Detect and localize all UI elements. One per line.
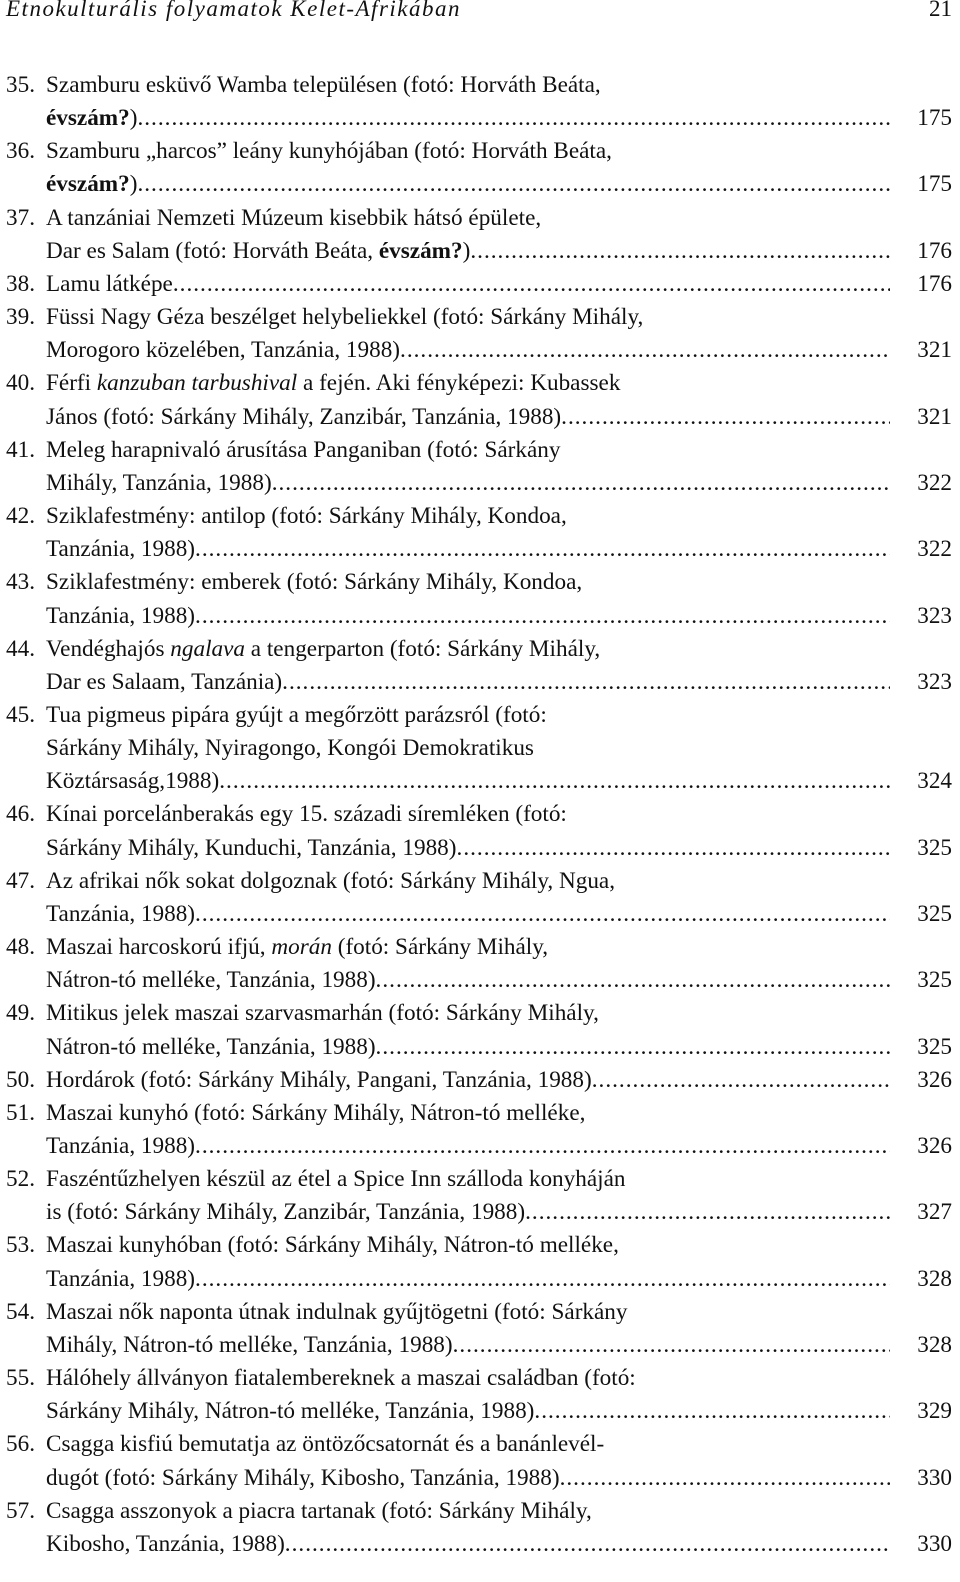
entry-last-text (46, 1395, 534, 1428)
entry-line: Maszai kunyhóban (fotó: Sárkány Mihály, Nátron-tó melléke, (46, 1232, 619, 1259)
entry-last-text (46, 832, 457, 865)
entry-text: Tanzánia, 1988) (46, 1133, 196, 1159)
list-item (6, 1362, 952, 1428)
entry-page-number: 325 (917, 1033, 952, 1060)
entry-last-text (46, 964, 376, 997)
dot-leader (376, 1031, 890, 1064)
entry-last-text (46, 1130, 195, 1163)
entry-page-number: 322 (917, 536, 952, 563)
entry-last-text (46, 1064, 592, 1097)
entry-number: 35. (6, 72, 35, 98)
dot-leader (592, 1064, 890, 1097)
entry-last-line (46, 1031, 890, 1064)
entry-last-text (46, 1196, 525, 1229)
list-item (6, 367, 952, 433)
dot-leader (376, 964, 890, 997)
entry-body (6, 268, 952, 301)
dot-leader (282, 666, 890, 699)
entry-italic-term: ngalava (170, 635, 245, 662)
entry-last-line (46, 1462, 890, 1495)
list-item (6, 566, 952, 632)
entry-last-text (46, 1329, 453, 1362)
entry-text: Mihály, Nátron-tó melléke, Tanzánia, 1988) (46, 1331, 453, 1358)
entry-last-text (46, 1031, 376, 1064)
entry-line: Füssi Nagy Géza beszélget helybeliekkel (fotó: Sárkány Mihály, (46, 304, 644, 331)
dot-leader (560, 1462, 890, 1495)
entry-number: 51. (6, 1099, 35, 1126)
entry-last-line (46, 964, 890, 997)
list-item (6, 69, 952, 135)
entry-line: Szamburu „harcos” leány kunyhójában (fotó: Horváth Beáta, (46, 138, 612, 165)
entry-last-line (46, 235, 890, 268)
list-item (6, 699, 952, 798)
entry-line: Sziklafestmény: antilop (fotó: Sárkány Mihály, Kondoa, (46, 503, 567, 530)
entry-last-line (46, 1329, 890, 1362)
entry-last-text (46, 1462, 560, 1495)
dot-leader (137, 102, 890, 135)
entry-last-text (46, 168, 137, 201)
entry-last-line (46, 1064, 890, 1097)
entry-page-number: 325 (917, 900, 952, 927)
entry-text: Férfi (46, 370, 97, 397)
entry-text: Dar es Salam (fotó: Horváth Beáta, (46, 237, 379, 264)
entry-body (6, 202, 952, 268)
entry-number: 45. (6, 701, 35, 728)
entry-last-line (46, 832, 890, 865)
dot-leader (470, 235, 890, 268)
entry-page-number: 330 (917, 1530, 952, 1557)
entry-number: 55. (6, 1365, 35, 1392)
entry-text: Nátron-tó melléke, Tanzánia, 1988) (46, 967, 376, 994)
entry-number: 52. (6, 1166, 35, 1193)
list-item (6, 135, 952, 201)
running-head (6, 0, 952, 30)
entry-line: Faszéntűzhelyen készül az étel a Spice Inn szálloda konyháján (46, 1166, 626, 1193)
entry-page-number: 326 (917, 1066, 952, 1093)
list-item (6, 1296, 952, 1362)
entry-number: 42. (6, 503, 35, 530)
entry-italic-term: morán (271, 934, 332, 961)
document-page (6, 0, 952, 1582)
entry-line: Maszai kunyhó (fotó: Sárkány Mihály, Nátron-tó melléke, (46, 1099, 586, 1126)
entry-page-number: 175 (917, 171, 952, 198)
dot-leader (400, 334, 890, 367)
entry-line: Csagga kisfiú bemutatja az öntözőcsatornát és a banánlevél- (46, 1431, 605, 1458)
dot-leader (195, 898, 890, 931)
entry-body (6, 1296, 952, 1362)
list-item (6, 301, 952, 367)
entry-body (6, 1229, 952, 1295)
entry-body (6, 367, 952, 433)
entry-italic-term: kanzuban tarbushival (96, 370, 298, 397)
list-item (6, 931, 952, 997)
entry-text: Sárkány Mihály, Nátron-tó melléke, Tanzánia, 1988) (46, 1398, 535, 1425)
entry-line: Kínai porcelánberakás egy 15. századi síremléken (fotó: (46, 801, 567, 828)
entry-body (6, 566, 952, 632)
dot-leader (195, 1263, 890, 1296)
entry-body (6, 798, 952, 864)
entry-last-text (46, 1528, 285, 1561)
entry-last-line (46, 102, 890, 135)
entry-text: Tanzánia, 1988) (46, 602, 196, 629)
entry-last-line (46, 168, 890, 201)
entry-line: Sziklafestmény: emberek (fotó: Sárkány Mihály, Kondoa, (46, 569, 583, 596)
entry-text: Dar es Salaam, Tanzánia) (46, 668, 283, 695)
entry-line: Maszai nők naponta útnak indulnak gyűjtögetni (fotó: Sárkány (46, 1298, 628, 1325)
entry-last-text (46, 467, 272, 500)
entry-line: Mitikus jelek maszai szarvasmarhán (fotó: Sárkány Mihály, (46, 1000, 599, 1027)
entry-body (6, 69, 952, 135)
entry-page-number: 175 (917, 105, 952, 132)
list-item (6, 1163, 952, 1229)
list-item (6, 1229, 952, 1295)
entry-last-text (46, 334, 400, 367)
entry-number: 50. (6, 1066, 35, 1093)
entry-last-line (46, 765, 890, 798)
entry-text: Tanzánia, 1988) (46, 1265, 196, 1292)
entry-body (6, 434, 952, 500)
entry-number: 40. (6, 370, 35, 397)
entry-body (6, 997, 952, 1063)
dot-leader (219, 765, 890, 798)
dot-leader (285, 1528, 890, 1561)
entry-line: Csagga asszonyok a piacra tartanak (fotó: Sárkány Mihály, (46, 1497, 592, 1524)
entry-number: 38. (6, 270, 35, 297)
entry-text: Vendéghajós (46, 635, 171, 662)
list-item (6, 798, 952, 864)
dot-leader (272, 467, 890, 500)
entry-last-text (46, 1263, 195, 1296)
dot-leader (173, 268, 890, 301)
entry-page-number: 176 (917, 270, 952, 297)
entry-last-line (46, 401, 890, 434)
list-item (6, 997, 952, 1063)
entry-page-number: 329 (917, 1398, 952, 1425)
entry-last-line (46, 334, 890, 367)
entry-last-line (46, 268, 890, 301)
entry-body (6, 1097, 952, 1163)
entry-number: 53. (6, 1232, 35, 1259)
entry-line (46, 633, 890, 666)
entry-text: ) (462, 237, 471, 264)
entry-text: Tanzánia, 1988) (46, 900, 196, 927)
dot-leader (137, 168, 890, 201)
figure-list (6, 69, 952, 1561)
list-item (6, 434, 952, 500)
entry-body (6, 1362, 952, 1428)
entry-last-text (46, 666, 282, 699)
entry-last-line (46, 666, 890, 699)
entry-last-text (46, 235, 470, 268)
entry-text: Kibosho, Tanzánia, 1988) (46, 1530, 285, 1557)
entry-last-line (46, 1263, 890, 1296)
entry-body (6, 500, 952, 566)
entry-number: 44. (6, 635, 35, 662)
dot-leader (453, 1329, 890, 1362)
entry-number: 39. (6, 304, 35, 331)
entry-text: Sárkány Mihály, Kunduchi, Tanzánia, 1988) (46, 834, 457, 861)
entry-last-text (46, 102, 137, 135)
entry-page-number: 326 (917, 1133, 952, 1159)
entry-last-text (46, 765, 219, 798)
entry-line (46, 367, 890, 400)
entry-text: Nátron-tó melléke, Tanzánia, 1988) (46, 1033, 376, 1060)
entry-page-number: 324 (917, 768, 952, 795)
entry-last-line (46, 898, 890, 931)
entry-number: 48. (6, 934, 35, 961)
entry-page-number: 328 (917, 1331, 952, 1358)
dot-leader (195, 600, 890, 633)
entry-number: 54. (6, 1298, 35, 1325)
entry-text: a fején. Aki fényképezi: Kubassek (297, 370, 621, 397)
entry-text: Tanzánia, 1988) (46, 536, 196, 563)
entry-text: Hordárok (fotó: Sárkány Mihály, Pangani, Tanzánia, 1988) (46, 1066, 592, 1093)
entry-last-line (46, 600, 890, 633)
entry-text: Köztársaság,1988) (46, 768, 220, 795)
entry-number: 41. (6, 436, 35, 463)
entry-last-line (46, 1130, 890, 1163)
entry-line: Meleg harapnivaló árusítása Panganiban (fotó: Sárkány (46, 436, 561, 463)
entry-number: 47. (6, 867, 35, 894)
entry-text: János (fotó: Sárkány Mihály, Zanzibár, Tanzánia, 1988) (46, 403, 562, 430)
entry-line: Sárkány Mihály, Nyiragongo, Kongói Demokratikus (46, 735, 534, 762)
entry-page-number: 323 (917, 602, 952, 629)
entry-text: (fotó: Sárkány Mihály, (331, 934, 549, 961)
dot-leader (195, 533, 890, 566)
entry-number: 36. (6, 138, 35, 165)
entry-number: 49. (6, 1000, 35, 1027)
entry-line: Szamburu esküvő Wamba településen (fotó: Horváth Beáta, (46, 72, 601, 98)
entry-number: 56. (6, 1431, 35, 1458)
entry-last-line (46, 1196, 890, 1229)
entry-last-text (46, 268, 173, 301)
entry-line: Az afrikai nők sokat dolgoznak (fotó: Sárkány Mihály, Ngua, (46, 867, 616, 894)
entry-text: ) (129, 171, 138, 198)
list-item (6, 500, 952, 566)
entry-last-line (46, 1395, 890, 1428)
entry-number: 43. (6, 569, 35, 596)
entry-line (46, 931, 890, 964)
entry-bold-note: évszám? (378, 237, 463, 264)
entry-bold-note: évszám? (46, 105, 130, 132)
running-head-page-number: 21 (929, 0, 952, 21)
dot-leader (534, 1395, 890, 1428)
running-head-title: Etnokulturális folyamatok Kelet-Afrikában (6, 0, 461, 21)
entry-last-text (46, 600, 195, 633)
entry-number: 37. (6, 204, 35, 231)
entry-body (6, 633, 952, 699)
entry-bold-note: évszám? (46, 171, 130, 198)
entry-last-text (46, 401, 561, 434)
entry-body (6, 1163, 952, 1229)
entry-page-number: 327 (917, 1199, 952, 1226)
entry-last-line (46, 467, 890, 500)
entry-body (6, 135, 952, 201)
entry-text: Maszai harcoskorú ifjú, (46, 934, 272, 961)
entry-page-number: 328 (917, 1265, 952, 1292)
entry-page-number: 322 (917, 469, 952, 496)
entry-text: dugót (fotó: Sárkány Mihály, Kibosho, Tanzánia, 1988) (46, 1464, 560, 1491)
entry-page-number: 321 (917, 337, 952, 364)
entry-body (6, 1428, 952, 1494)
entry-last-text (46, 898, 195, 931)
entry-line: Tua pigmeus pipára gyújt a megőrzött parázsról (fotó: (46, 701, 547, 728)
entry-text: Morogoro közelében, Tanzánia, 1988) (46, 337, 401, 364)
entry-last-text (46, 533, 195, 566)
entry-text: a tengerparton (fotó: Sárkány Mihály, (244, 635, 601, 662)
entry-body (6, 699, 952, 798)
entry-page-number: 323 (917, 668, 952, 695)
entry-line: Hálóhely állványon fiatalembereknek a maszai családban (fotó: (46, 1365, 636, 1392)
entry-body (6, 301, 952, 367)
entry-body (6, 1064, 952, 1097)
list-item (6, 1064, 952, 1097)
list-item (6, 1428, 952, 1494)
entry-body (6, 931, 952, 997)
list-item (6, 1097, 952, 1163)
entry-text: Lamu látképe (46, 270, 173, 297)
entry-last-line (46, 1528, 890, 1561)
list-item (6, 1495, 952, 1561)
entry-last-line (46, 533, 890, 566)
entry-line: A tanzániai Nemzeti Múzeum kisebbik hátsó épülete, (46, 204, 542, 231)
dot-leader (525, 1196, 890, 1229)
list-item (6, 633, 952, 699)
entry-number: 46. (6, 801, 35, 828)
entry-page-number: 176 (917, 237, 952, 264)
entry-body (6, 865, 952, 931)
list-item (6, 268, 952, 301)
entry-page-number: 330 (917, 1464, 952, 1491)
entry-body (6, 1495, 952, 1561)
entry-page-number: 325 (917, 834, 952, 861)
dot-leader (457, 832, 890, 865)
entry-text: is (fotó: Sárkány Mihály, Zanzibár, Tanzánia, 1988) (46, 1199, 526, 1226)
entry-page-number: 321 (917, 403, 952, 430)
entry-page-number: 325 (917, 967, 952, 994)
list-item (6, 865, 952, 931)
entry-number: 57. (6, 1497, 35, 1524)
dot-leader (195, 1130, 890, 1163)
list-item (6, 202, 952, 268)
dot-leader (561, 401, 890, 434)
entry-text: ) (129, 105, 138, 132)
entry-text: Mihály, Tanzánia, 1988) (46, 469, 272, 496)
